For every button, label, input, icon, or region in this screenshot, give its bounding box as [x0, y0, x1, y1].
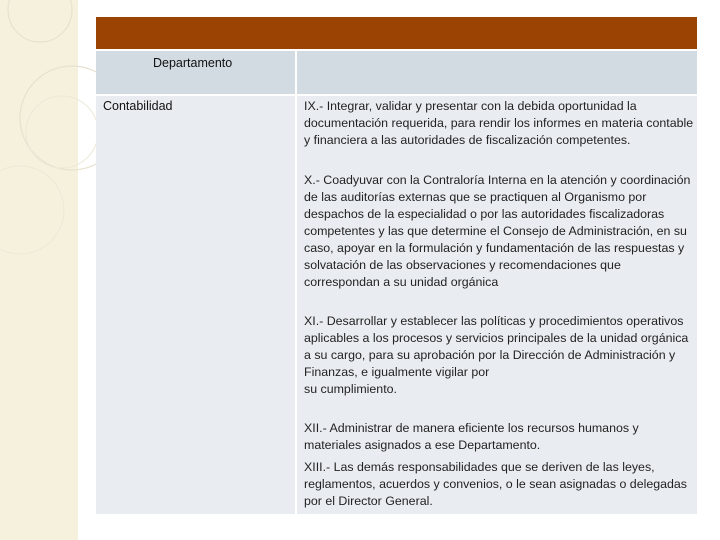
function-item-xiii: XIII.- Las demás responsabilidades que se deriven de las leyes, reglamentos, acuerdos y convenios, o le sean asignadas o delegadas por el Director General.: [304, 460, 687, 508]
header-cell-functions: [297, 51, 697, 94]
functions-table: [96, 17, 697, 514]
function-item-ix: IX.- Integrar, validar y presentar con la debida oportunidad la documentación requerida, para rendir los informes en materia contable y financiera a las autoridades de fiscalización competentes.: [304, 99, 694, 147]
department-cell: [96, 96, 295, 514]
function-item-xii: XII.- Administrar de manera eficiente los recursos humanos y materiales asignados a ese Departamento.: [304, 421, 639, 452]
table-title-bar: [96, 17, 697, 49]
slide-side-band: [0, 0, 78, 540]
function-item-x: X.- Coadyuvar con la Contraloría Interna en la atención y coordinación de las auditorías externas que se practiquen al Organismo por despachos de la especialidad o por las autoridades fiscalizadoras competentes y las que determine el Consejo de Administración, en su caso, apoyar en la formulación y fundamentación de las respuestas y solvatación de las observaciones y recomendaciones que correspondan a su unidad orgánica: [304, 173, 691, 289]
header-department-label: Departamento: [153, 56, 233, 70]
function-item-xi: XI.- Desarrollar y establecer las políticas y procedimientos operativos aplicables a los procesos y servicios principales de la unidad orgánica a su cargo, para su aprobación por la Dirección de Administración y Finanzas, e igualmente vigilar por su cumplimiento.: [304, 314, 689, 396]
department-name: Contabilidad: [103, 99, 173, 113]
